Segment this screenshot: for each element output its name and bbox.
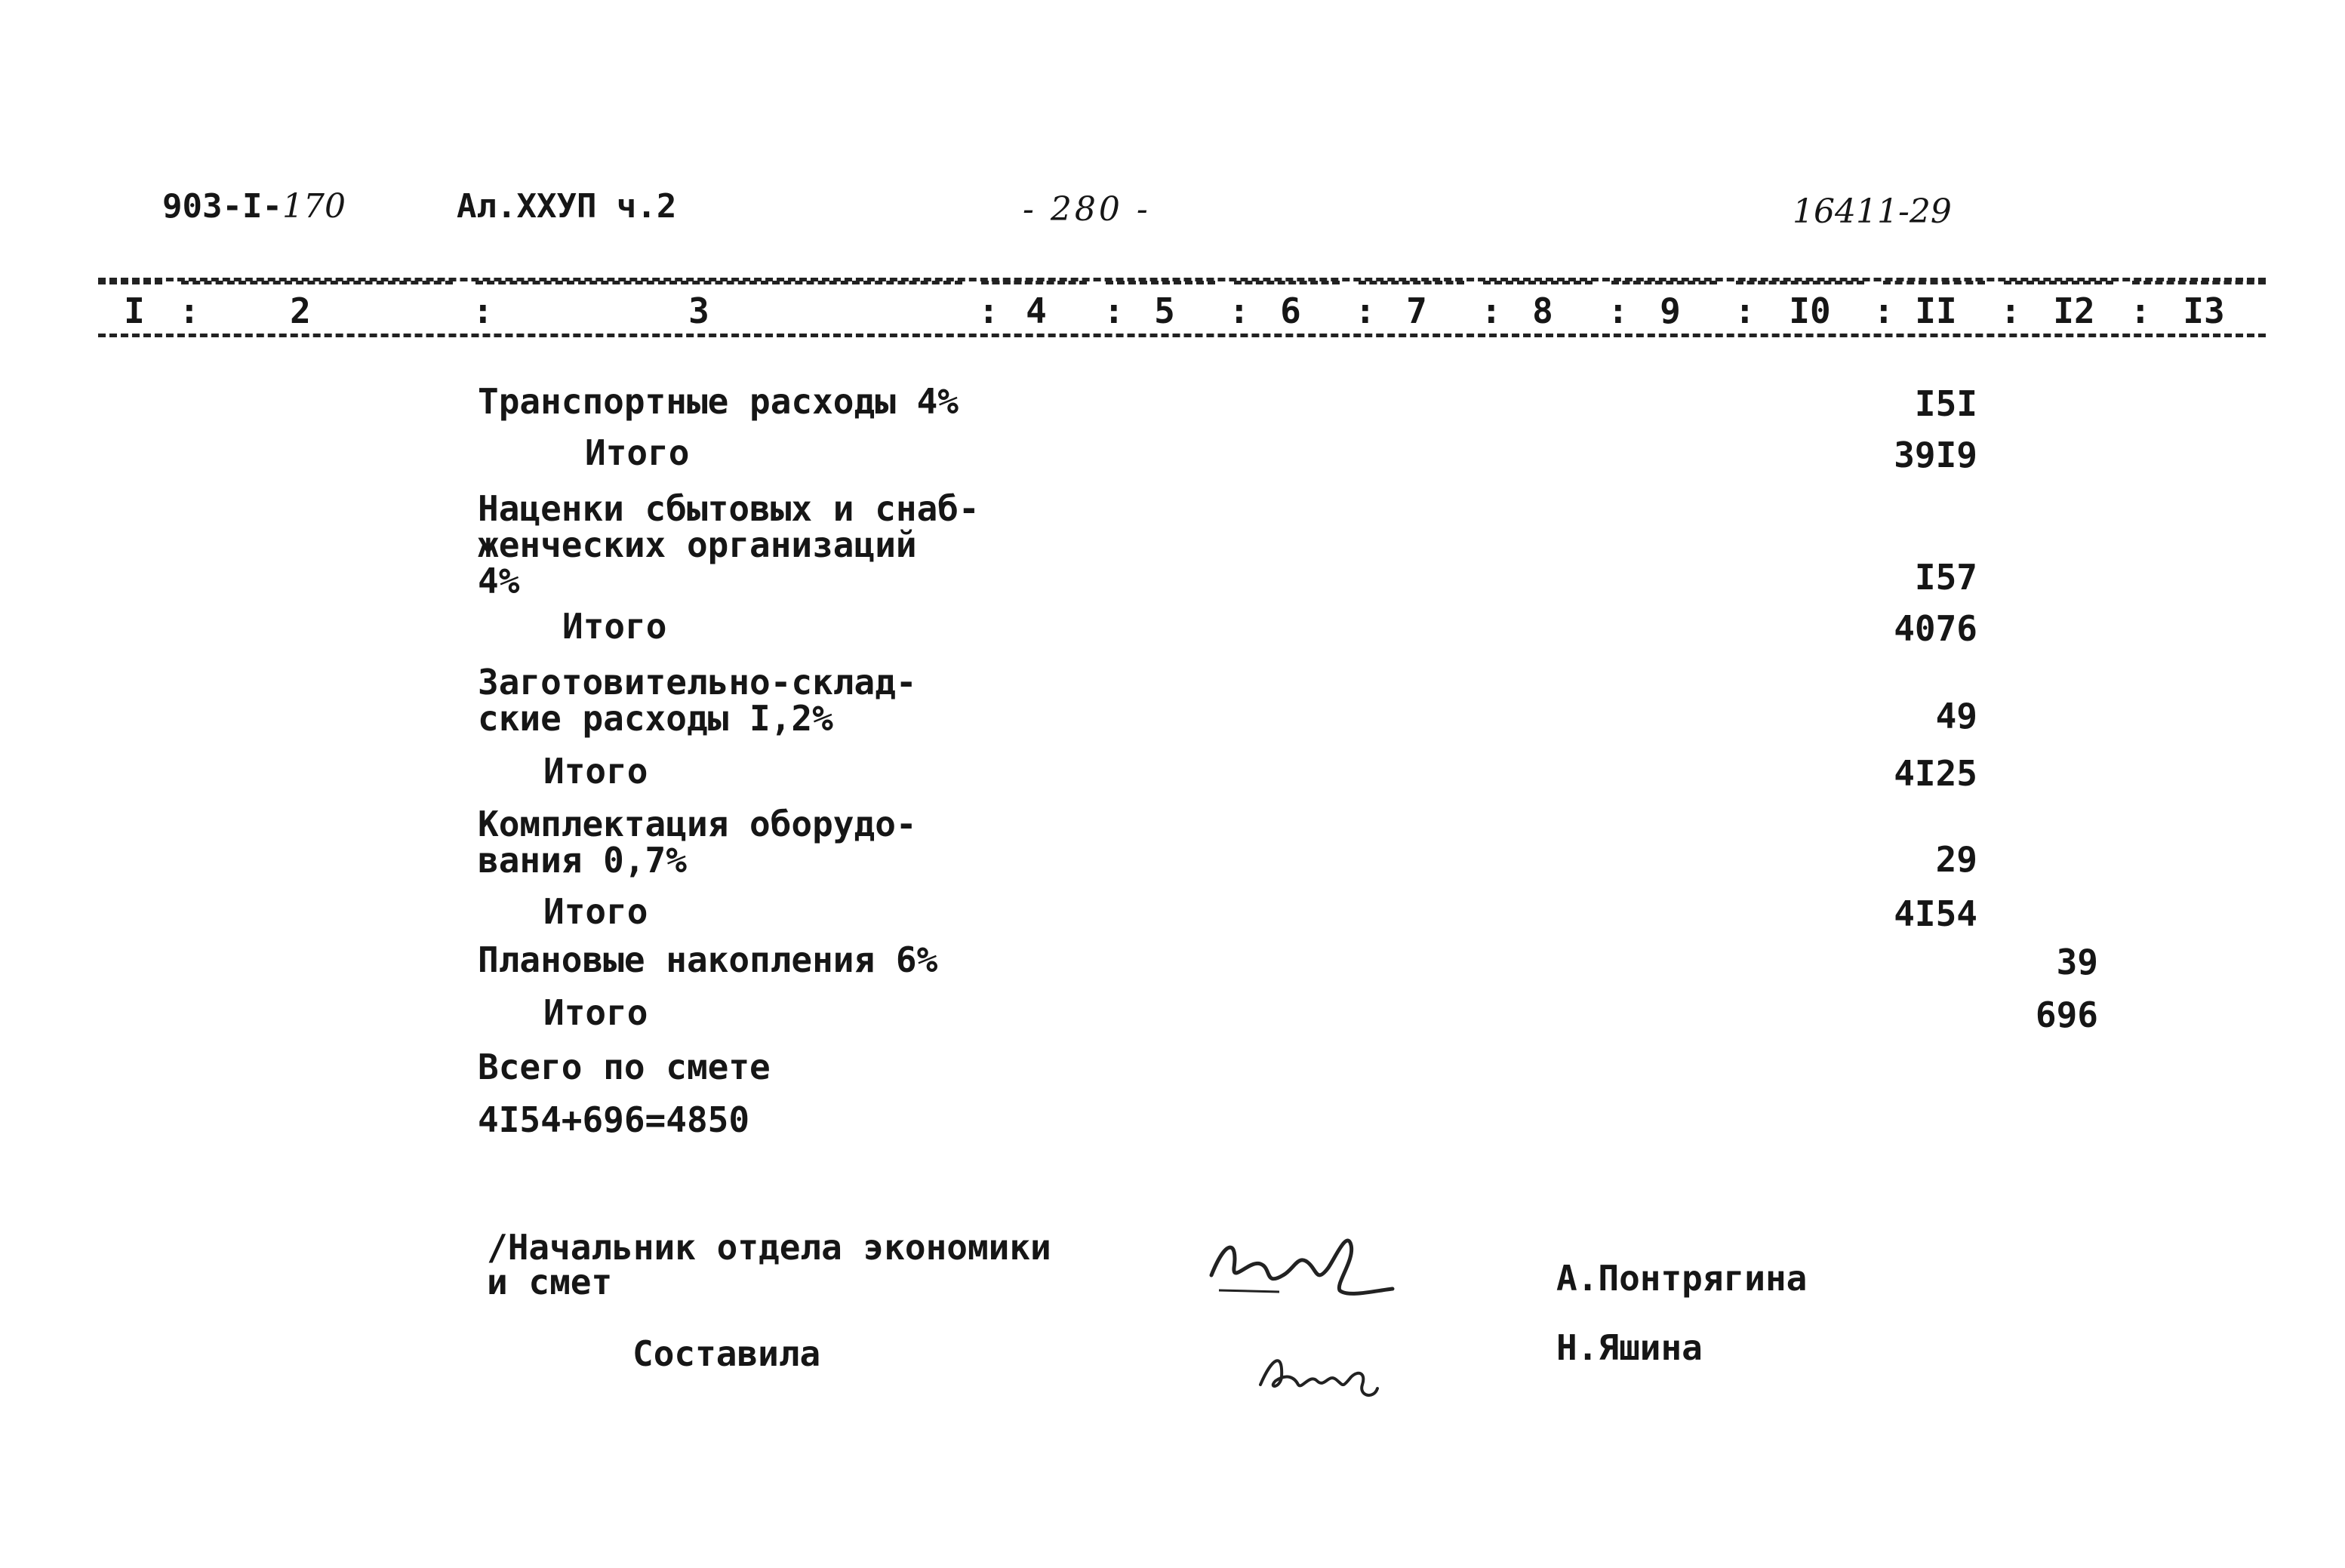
page-number: - 280 - bbox=[1023, 190, 1151, 229]
column-number: I0 bbox=[1789, 291, 1831, 331]
row-amount-col12: 696 bbox=[2035, 995, 2098, 1035]
compiler-signature bbox=[1253, 1343, 1396, 1404]
compiler-name: Н.Яшина bbox=[1556, 1327, 1703, 1368]
column-rule-segment bbox=[981, 281, 1087, 284]
column-separator: : bbox=[179, 291, 200, 331]
head-signature bbox=[1204, 1222, 1400, 1305]
row-amount-col11: 4I25 bbox=[1894, 753, 1977, 794]
column-separator: : bbox=[1355, 291, 1376, 331]
column-separator: : bbox=[2000, 291, 2021, 331]
column-separator: : bbox=[1873, 291, 1894, 331]
row-amount-col11: 4I54 bbox=[1894, 893, 1977, 934]
head-title: /Начальник отдела экономики и смет bbox=[487, 1227, 1051, 1302]
column-number: 6 bbox=[1280, 291, 1301, 331]
row-label: Комплектация оборудо- вания 0,7% bbox=[478, 804, 917, 881]
document-code bbox=[162, 187, 346, 226]
row-label: Наценки сбытовых и снаб- женческих организаций 4% bbox=[478, 488, 980, 601]
column-separator: : bbox=[472, 291, 494, 331]
column-rule-segment bbox=[1234, 281, 1340, 284]
document-code-prefix: 903-I- bbox=[162, 187, 282, 226]
column-number: 7 bbox=[1406, 291, 1427, 331]
column-separator: : bbox=[1103, 291, 1125, 331]
row-amount-col11: 39I9 bbox=[1894, 435, 1977, 475]
column-number: I3 bbox=[2183, 291, 2225, 331]
head-name: А.Понтрягина bbox=[1556, 1258, 1808, 1299]
row-amount-col11: I5I bbox=[1914, 383, 1977, 424]
column-rule-segment bbox=[98, 281, 162, 284]
column-separator: : bbox=[1734, 291, 1756, 331]
column-header-bottom-rule bbox=[98, 334, 2266, 337]
column-number: I2 bbox=[2053, 291, 2095, 331]
column-separator: : bbox=[1481, 291, 1502, 331]
column-number: 5 bbox=[1154, 291, 1175, 331]
row-label: 4I54+696=4850 bbox=[478, 1099, 750, 1140]
column-number: 2 bbox=[290, 291, 311, 331]
row-label: Итого bbox=[562, 606, 667, 647]
row-amount-col11: 4076 bbox=[1894, 608, 1977, 649]
row-label: Итого bbox=[543, 751, 648, 792]
row-label: Итого bbox=[543, 891, 648, 932]
column-rule-segment bbox=[1611, 281, 1717, 284]
row-amount-col11: I57 bbox=[1914, 557, 1977, 598]
column-rule-segment bbox=[1883, 281, 1985, 284]
compiler-title: Составила bbox=[632, 1333, 821, 1374]
column-rule-segment bbox=[475, 281, 962, 284]
column-rule-segment bbox=[1483, 281, 1593, 284]
album-reference: Ал.XXУП ч.2 bbox=[457, 187, 677, 226]
column-rule-segment bbox=[2132, 281, 2266, 284]
document-code-suffix: 170 bbox=[282, 187, 346, 226]
column-separator: : bbox=[978, 291, 999, 331]
row-label: Транспортные расходы 4% bbox=[478, 381, 959, 422]
column-rule-segment bbox=[1736, 281, 1864, 284]
column-number: 9 bbox=[1660, 291, 1681, 331]
column-rule-segment bbox=[1106, 281, 1215, 284]
column-rule-segment bbox=[1359, 281, 1464, 284]
row-amount-col11: 29 bbox=[1935, 839, 1977, 880]
column-separator: : bbox=[1229, 291, 1250, 331]
row-label: Итого bbox=[585, 432, 690, 473]
column-number: 8 bbox=[1532, 291, 1553, 331]
column-number: 4 bbox=[1026, 291, 1047, 331]
row-amount-col11: 49 bbox=[1935, 696, 1977, 736]
row-label: Итого bbox=[543, 992, 648, 1033]
row-label: Всего по смете bbox=[478, 1047, 771, 1087]
column-separator: : bbox=[2130, 291, 2151, 331]
column-rule-segment bbox=[181, 281, 453, 284]
column-separator: : bbox=[1608, 291, 1629, 331]
column-rule-segment bbox=[2004, 281, 2113, 284]
column-number: I bbox=[124, 291, 145, 331]
row-label: Заготовительно-склад- ские расходы I,2% bbox=[478, 662, 917, 739]
row-amount-col12: 39 bbox=[2056, 942, 2098, 982]
register-number: 16411-29 bbox=[1793, 192, 1952, 231]
row-label: Плановые накопления 6% bbox=[478, 939, 938, 980]
column-number: II bbox=[1915, 291, 1957, 331]
column-number: 3 bbox=[688, 291, 709, 331]
